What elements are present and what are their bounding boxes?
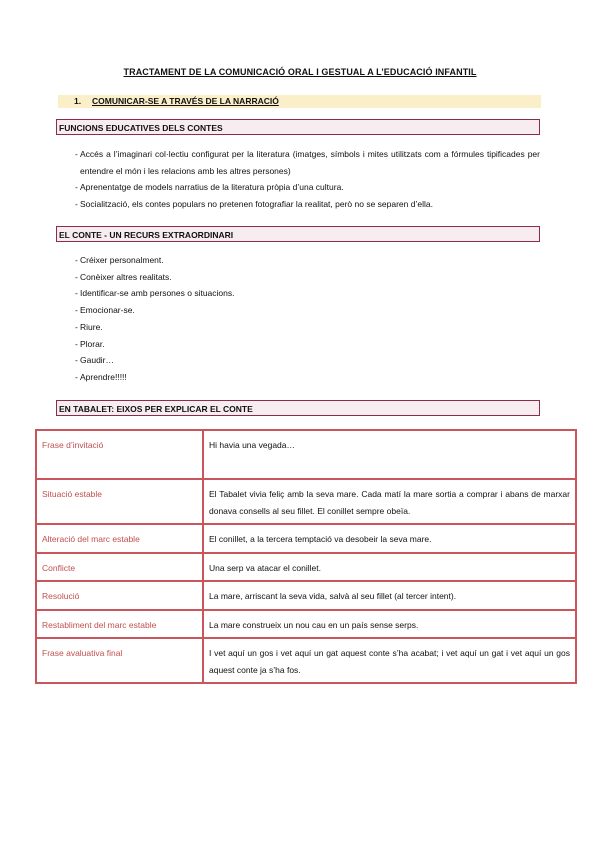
axis-cell: Situació estable	[36, 479, 203, 524]
list-item: - Socialització, els contes populars no pretenen fotografiar la realitat, però no se separen d’ella.	[58, 196, 540, 213]
description-cell: I vet aquí un gos i vet aquí un gat aquest conte s’ha acabat; i vet aquí un gat i vet aquí un gos aquest conte ja s’ha fos.	[203, 638, 576, 683]
table-row	[36, 581, 576, 610]
table-row	[36, 430, 576, 479]
description-cell: Una serp va atacar el conillet.	[203, 553, 576, 582]
list-item: - Gaudir…	[58, 352, 235, 369]
axis-cell: Restabliment del marc estable	[36, 610, 203, 639]
table-row	[36, 479, 576, 524]
description-cell: El Tabalet vivia feliç amb la seva mare. Cada matí la mare sortia a comprar i abans de marxar donava consells al seu fillet. El conillet sempre obeïa.	[203, 479, 576, 524]
list-item: - Identificar-se amb persones o situacions.	[58, 285, 235, 302]
subsection-educational-functions: FUNCIONS EDUCATIVES DELS CONTES	[56, 119, 540, 135]
axis-cell: Frase d’invitació	[36, 430, 203, 479]
axis-cell: Alteració del marc estable	[36, 524, 203, 553]
list-item: - Emocionar-se.	[58, 302, 235, 319]
extraordinary-resource-list	[58, 252, 235, 386]
table-row	[36, 610, 576, 639]
list-item: - Riure.	[58, 319, 235, 336]
section-heading	[58, 95, 541, 108]
description-cell: La mare, arriscant la seva vida, salvà al seu fillet (al tercer intent).	[203, 581, 576, 610]
axis-cell: Resolució	[36, 581, 203, 610]
subsection-story-axes: EN TABALET: EIXOS PER EXPLICAR EL CONTE	[56, 400, 540, 416]
list-item: - Aprenentatge de models narratius de la literatura pròpia d’una cultura.	[58, 179, 540, 196]
educational-functions-list	[58, 146, 540, 212]
document-title: TRACTAMENT DE LA COMUNICACIÓ ORAL I GESTUAL A L’EDUCACIÓ INFANTIL	[123, 67, 477, 77]
table-row	[36, 638, 576, 683]
section-title: COMUNICAR-SE A TRAVÉS DE LA NARRACIÓ	[92, 96, 279, 106]
table-row	[36, 524, 576, 553]
list-item: - Créixer personalment.	[58, 252, 235, 269]
story-axes-table	[35, 429, 577, 684]
section-number: 1.	[74, 96, 82, 106]
description-cell: Hi havia una vegada…	[203, 430, 576, 479]
axis-cell: Conflicte	[36, 553, 203, 582]
axis-cell: Frase avaluativa final	[36, 638, 203, 683]
description-cell: La mare construeix un nou cau en un país sense serps.	[203, 610, 576, 639]
list-item: - Accés a l’imaginari col·lectiu configurat per la literatura (imatges, símbols i mites utilitzats com a fórmules tipificades per entendre el món i les relacions amb les altres persones)	[58, 146, 540, 179]
list-item: - Conèixer altres realitats.	[58, 269, 235, 286]
subsection-extraordinary-resource: EL CONTE - UN RECURS EXTRAORDINARI	[56, 226, 540, 242]
list-item: - Aprendre!!!!!	[58, 369, 235, 386]
table-row	[36, 553, 576, 582]
description-cell: El conillet, a la tercera temptació va desobeir la seva mare.	[203, 524, 576, 553]
list-item: - Plorar.	[58, 336, 235, 353]
